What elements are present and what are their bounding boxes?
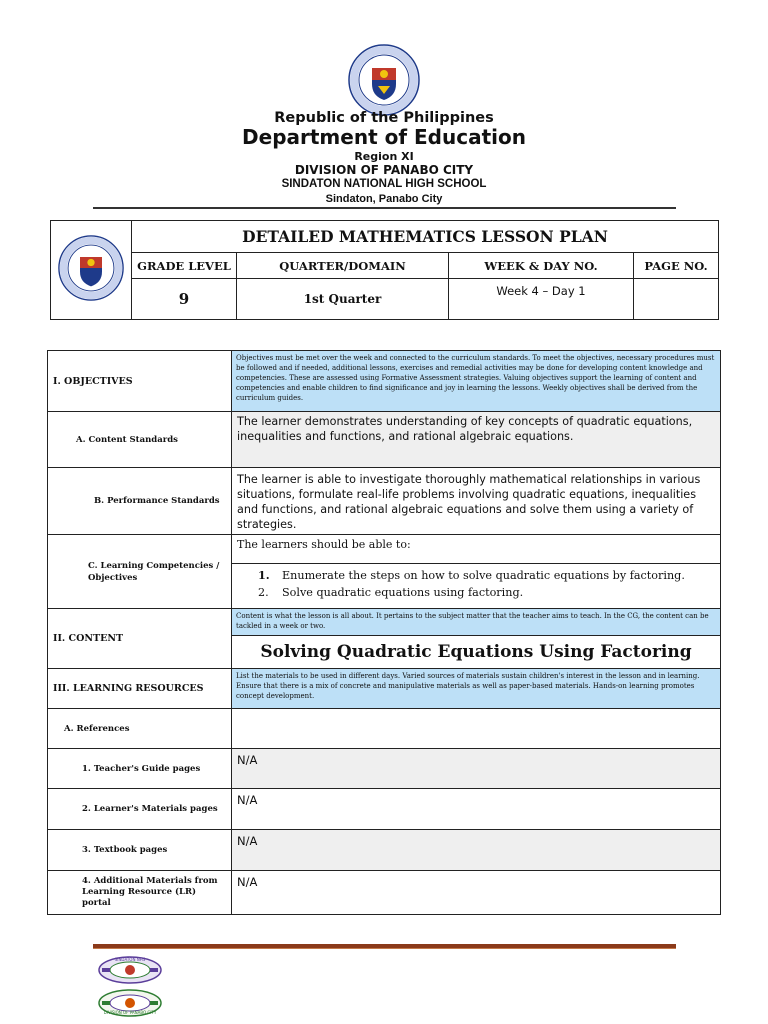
deped-seal-top: [348, 44, 420, 116]
objectives-note: Objectives must be met over the week and connected to the curriculum standards. To meet the objectives, necessary procedures must be followed and if needed, additional lessons, exercises and remedial activities may be done for developing content knowledge and competencies. These are assessed using Formative Assessment strategies. Valuing objectives support the learning of content and competencies and enable children to find significance and joy in learning the lessons. Weekly objectives shall be derived from the curriculum guides.: [232, 351, 721, 412]
department-heading: Department of Education: [242, 125, 526, 149]
grade-level-value: 9: [132, 279, 237, 320]
additional-materials-text: 4. Additional Materials from Learning Resource (LR) portal: [82, 876, 218, 908]
learners-materials-value: N/A: [232, 789, 721, 830]
division-logo-text: DIVISION OF PANABO CITY: [103, 1010, 157, 1015]
teachers-guide-value: N/A: [232, 749, 721, 789]
references-label: A. References: [48, 709, 232, 749]
competency-item: [258, 584, 715, 601]
content-label: II. CONTENT: [48, 609, 232, 669]
learning-competencies-label: C. Learning Competencies / Objectives: [48, 535, 232, 609]
page-no-header: PAGE NO.: [634, 253, 719, 279]
school-logo-footer: [98, 955, 162, 985]
references-value: [232, 709, 721, 749]
learning-resources-label: III. LEARNING RESOURCES: [48, 669, 232, 709]
week-day-header: WEEK & DAY NO.: [449, 253, 634, 279]
header-divider: [93, 207, 676, 209]
competency-text: Enumerate the steps on how to solve quadratic equations by factoring.: [282, 569, 685, 582]
performance-standards-text: The learner is able to investigate thoroughly mathematical relationships in various situations, formulate real-life problems involving quadratic equations, inequalities and functions, and rational algebraic equations and solve them using a variety of strategies.: [232, 468, 721, 535]
competency-number: 2.: [258, 586, 269, 599]
grade-level-header: GRADE LEVEL: [132, 253, 237, 279]
division-heading: DIVISION OF PANABO CITY: [294, 163, 474, 177]
division-logo-footer: [98, 988, 162, 1018]
lesson-plan-title: DETAILED MATHEMATICS LESSON PLAN: [132, 221, 719, 253]
week-day-value: Week 4 – Day 1: [449, 279, 634, 320]
republic-heading: Republic of the Philippines: [274, 110, 494, 126]
competency-text: Solve quadratic equations using factoring.: [282, 586, 524, 599]
competencies-intro: The learners should be able to:: [232, 535, 721, 564]
content-standards-label: A. Content Standards: [48, 412, 232, 468]
performance-standards-label: B. Performance Standards: [48, 468, 232, 535]
additional-materials-label: [48, 871, 232, 915]
page-no-value: [634, 279, 719, 320]
teachers-guide-label: 1. Teacher's Guide pages: [48, 749, 232, 789]
school-logo-text: SINDATON NHS: [114, 957, 146, 962]
footer-rule: [93, 944, 676, 949]
quarter-domain-header: QUARTER/DOMAIN: [237, 253, 449, 279]
competency-item: [258, 567, 715, 584]
competency-number: 1.: [258, 568, 270, 582]
content-note: Content is what the lesson is all about. It pertains to the subject matter that the teacher aims to teach. In the CG, the content can be tackled in a week or two.: [232, 609, 721, 636]
learning-resources-note: List the materials to be used in different days. Varied sources of materials sustain children's interest in the lesson and in learning. Ensure that there is a mix of concrete and manipulative materials as well as paper-based materials. Hands-on learning promotes concept development.: [232, 669, 721, 709]
competencies-list: [232, 564, 721, 609]
quarter-value: 1st Quarter: [237, 279, 449, 320]
textbook-value: N/A: [232, 830, 721, 871]
school-heading: SINDATON NATIONAL HIGH SCHOOL: [281, 178, 487, 190]
deped-seal-small: [58, 235, 124, 301]
region-heading: Region XI: [354, 150, 414, 163]
learners-materials-label: 2. Learner's Materials pages: [48, 789, 232, 830]
deped-seal-cell: [51, 221, 132, 320]
objectives-label: I. OBJECTIVES: [48, 351, 232, 412]
additional-materials-value: N/A: [232, 871, 721, 915]
lesson-plan-body-table: [47, 350, 721, 915]
content-standards-text: The learner demonstrates understanding of key concepts of quadratic equations, inequalities and functions, and rational algebraic equations.: [232, 412, 721, 468]
lesson-plan-header-table: [50, 220, 719, 320]
content-title: Solving Quadratic Equations Using Factoring: [232, 636, 721, 669]
textbook-label: 3. Textbook pages: [48, 830, 232, 871]
address-heading: Sindaton, Panabo City: [325, 193, 443, 205]
